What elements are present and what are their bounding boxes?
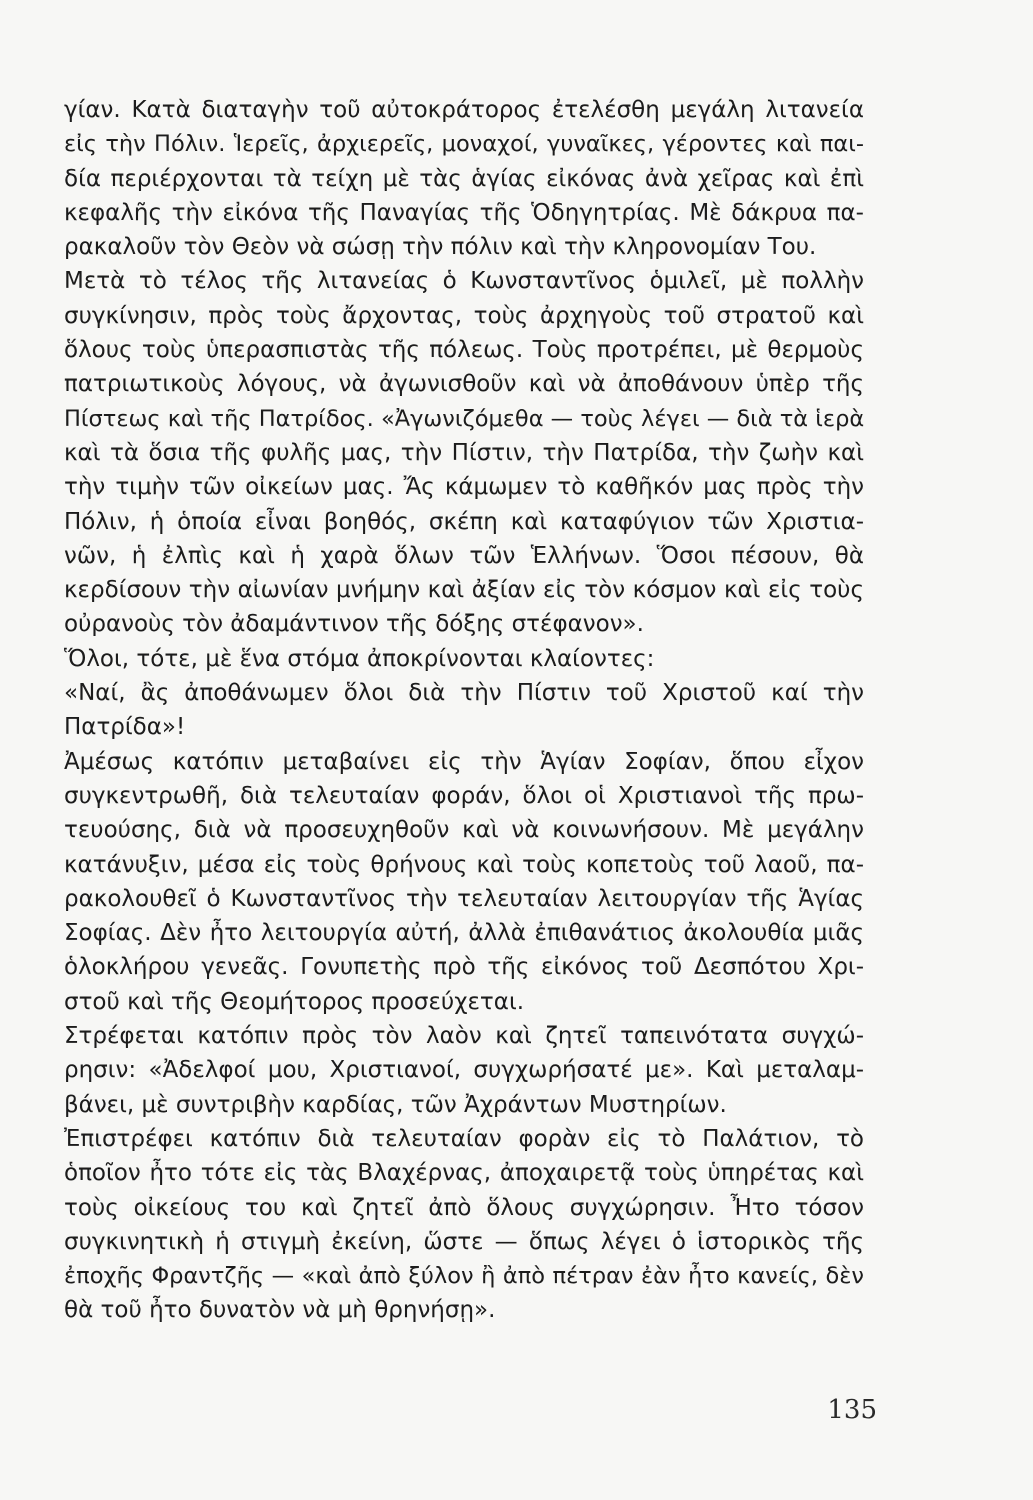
text-line: «Ναί, ἂς ἀποθάνωμεν ὅλοι διὰ τὴν Πίστιν τοῦ Χριστοῦ καί τὴν bbox=[64, 680, 864, 707]
text-line: κατάνυξιν, μέσα εἰς τοὺς θρήνους καὶ τοὺς κοπετοὺς τοῦ λαοῦ, πα- bbox=[64, 851, 864, 878]
page-number: 135 bbox=[827, 1395, 877, 1425]
text-line: τευούσης, διὰ νὰ προσευχηθοῦν καὶ νὰ κοινωνήσουν. Μὲ μεγάλην bbox=[64, 817, 864, 844]
text-line: συγκινητικὴ ἡ στιγμὴ ἐκείνη, ὥστε — ὅπως λέγει ὁ ἱστορικὸς τῆς bbox=[64, 1228, 864, 1255]
text-line: κεφαλῆς τὴν εἰκόνα τῆς Παναγίας τῆς Ὁδηγητρίας. Μὲ δάκρυα πα- bbox=[64, 199, 864, 226]
text-line: εἰς τὴν Πόλιν. Ἱερεῖς, ἀρχιερεῖς, μοναχοί, γυναῖκες, γέροντες καὶ παι- bbox=[64, 131, 864, 158]
text-line: στοῦ καὶ τῆς Θεομήτορος προσεύχεται. bbox=[64, 988, 525, 1015]
text-line: ὁποῖον ἦτο τότε εἰς τὰς Βλαχέρνας, ἀποχαιρετᾷ τοὺς ὑπηρέτας καὶ bbox=[64, 1160, 864, 1187]
text-line: ὅλους τοὺς ὑπερασπιστὰς τῆς πόλεως. Τοὺς προτρέπει, μὲ θερμοὺς bbox=[64, 337, 864, 364]
text-line: οὐρανοὺς τὸν ἀδαμάντινον τῆς δόξης στέφανον». bbox=[64, 611, 644, 638]
text-line: δία περιέρχονται τὰ τείχη μὲ τὰς ἁγίας εἰκόνας ἀνὰ χεῖρας καὶ ἐπὶ bbox=[64, 165, 864, 192]
text-line: ρακαλοῦν τὸν Θεὸν νὰ σώσῃ τὴν πόλιν καὶ τὴν κληρονομίαν Του. bbox=[64, 234, 817, 261]
text-line: Πόλιν, ἡ ὁποία εἶναι βοηθός, σκέπη καὶ καταφύγιον τῶν Χριστια- bbox=[64, 508, 864, 535]
text-line: ἐποχῆς Φραντζῆς — «καὶ ἀπὸ ξύλον ἢ ἀπὸ πέτραν ἐὰν ἦτο κανείς, δὲν bbox=[64, 1263, 864, 1290]
text-line: Ἀμέσως κατόπιν μεταβαίνει εἰς τὴν Ἁγίαν Σοφίαν, ὅπου εἶχον bbox=[64, 748, 864, 775]
text-line: Πίστεως καὶ τῆς Πατρίδος. «Ἀγωνιζόμεθα — τοὺς λέγει — διὰ τὰ ἱερὰ bbox=[64, 405, 865, 432]
text-line: συγκεντρωθῆ, διὰ τελευταίαν φοράν, ὅλοι οἱ Χριστιανοὶ τῆς πρω- bbox=[64, 782, 864, 809]
text-line: ὁλοκλήρου γενεᾶς. Γονυπετὴς πρὸ τῆς εἰκόνος τοῦ Δεσπότου Χρι- bbox=[64, 954, 864, 981]
text-line: γίαν. Κατὰ διαταγὴν τοῦ αὐτοκράτορος ἐτελέσθη μεγάλη λιτανεία bbox=[64, 97, 864, 123]
text-line: Ὅλοι, τότε, μὲ ἕνα στόμα ἀποκρίνονται κλαίοντες: bbox=[64, 645, 655, 672]
text-line: ρησιν: «Ἀδελφοί μου, Χριστιανοί, συγχωρήσατέ με». Καὶ μεταλαμ- bbox=[64, 1057, 864, 1084]
text-line: νῶν, ἡ ἐλπὶς καὶ ἡ χαρὰ ὅλων τῶν Ἑλλήνων. Ὅσοι πέσουν, θὰ bbox=[64, 542, 864, 569]
text-line: βάνει, μὲ συντριβὴν καρδίας, τῶν Ἀχράντων Μυστηρίων. bbox=[64, 1091, 727, 1118]
text-line: Ἐπιστρέφει κατόπιν διὰ τελευταίαν φορὰν εἰς τὸ Παλάτιον, τὸ bbox=[64, 1125, 864, 1152]
text-line: Πατρίδα»! bbox=[64, 714, 186, 741]
text-line: Σοφίας. Δὲν ἦτο λειτουργία αὐτή, ἀλλὰ ἐπιθανάτιος ἀκολουθία μιᾶς bbox=[64, 920, 864, 947]
text-line: πατριωτικοὺς λόγους, νὰ ἀγωνισθοῦν καὶ νὰ ἀποθάνουν ὑπὲρ τῆς bbox=[64, 371, 864, 398]
text-line: ρακολουθεῖ ὁ Κωνσταντῖνος τὴν τελευταίαν λειτουργίαν τῆς Ἁγίας bbox=[64, 885, 864, 912]
text-line: συγκίνησιν, πρὸς τοὺς ἄρχοντας, τοὺς ἀρχηγοὺς τοῦ στρατοῦ καὶ bbox=[64, 302, 864, 329]
text-line: Στρέφεται κατόπιν πρὸς τὸν λαὸν καὶ ζητεῖ ταπεινότατα συγχώ- bbox=[64, 1023, 864, 1050]
text-line: κερδίσουν τὴν αἰωνίαν μνήμην καὶ ἀξίαν εἰς τὸν κόσμον καὶ εἰς τοὺς bbox=[64, 577, 864, 604]
text-line: τὴν τιμὴν τῶν οἰκείων μας. Ἄς κάμωμεν τὸ καθῆκόν μας πρὸς τὴν bbox=[64, 474, 864, 501]
body-text bbox=[64, 93, 864, 1328]
text-line: καὶ τὰ ὅσια τῆς φυλῆς μας, τὴν Πίστιν, τὴν Πατρίδα, τὴν ζωὴν καὶ bbox=[64, 439, 864, 466]
text-line: Μετὰ τὸ τέλος τῆς λιτανείας ὁ Κωνσταντῖνος ὁμιλεῖ, μὲ πολλὴν bbox=[64, 268, 864, 295]
text-line: τοὺς οἰκείους του καὶ ζητεῖ ἀπὸ ὅλους συγχώρησιν. Ἦτο τόσον bbox=[64, 1194, 864, 1221]
text-line: θὰ τοῦ ἦτο δυνατὸν νὰ μὴ θρηνήσῃ». bbox=[64, 1297, 496, 1324]
